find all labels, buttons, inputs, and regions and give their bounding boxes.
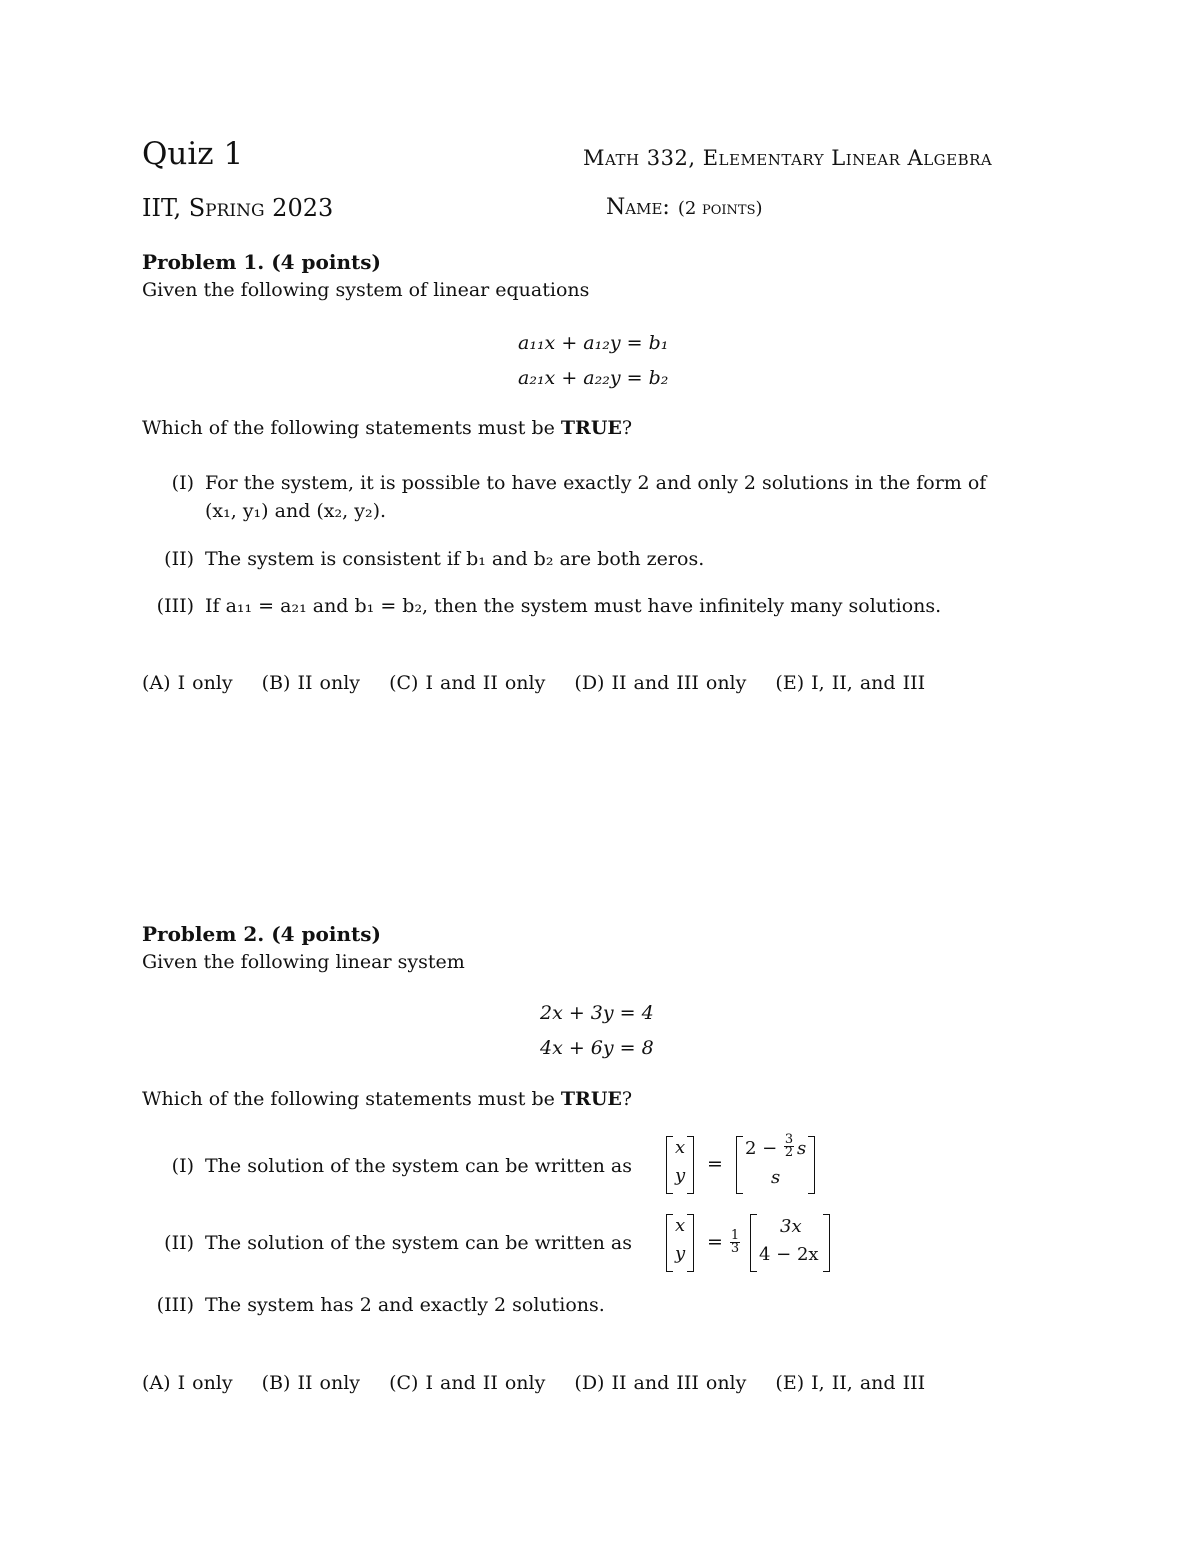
bracket-left bbox=[666, 1214, 673, 1272]
p2-statement-3-num: (III) bbox=[156, 1294, 194, 1316]
equals-sign: = bbox=[707, 1231, 723, 1253]
p2-statement-2: The solution of the system can be written as bbox=[205, 1232, 632, 1254]
p2-statement-2-num: (II) bbox=[164, 1232, 194, 1254]
problem2-heading: Problem 2. (4 points) bbox=[142, 922, 381, 946]
rhs-bottom: s bbox=[771, 1167, 781, 1188]
p1-choice-a[interactable]: (A) I only bbox=[142, 672, 233, 694]
frac-den: 2 bbox=[784, 1145, 794, 1160]
p2-choice-a[interactable]: (A) I only bbox=[142, 1372, 233, 1394]
vector-y: y bbox=[675, 1165, 686, 1186]
vector-x: x bbox=[675, 1137, 686, 1158]
p1-statement-1-num: (I) bbox=[171, 472, 194, 494]
rhs-top: 3x bbox=[780, 1216, 802, 1237]
problem2-question bbox=[142, 1088, 632, 1110]
p1-choice-e[interactable]: (E) I, II, and III bbox=[775, 672, 926, 694]
fraction bbox=[784, 1134, 794, 1159]
p1-choice-d[interactable]: (D) II and III only bbox=[574, 672, 747, 694]
question-emphasis: TRUE bbox=[560, 417, 622, 439]
problem1-intro: Given the following system of linear equations bbox=[142, 279, 590, 301]
course-title: Math 332, Elementary Linear Algebra bbox=[583, 146, 993, 170]
p2-choice-c[interactable]: (C) I and II only bbox=[389, 1372, 546, 1394]
p1-statement-1-line1: For the system, it is possible to have exactly 2 and only 2 solutions in the form of bbox=[205, 472, 987, 494]
bracket-right bbox=[687, 1214, 694, 1272]
semester: Spring 2023 bbox=[188, 194, 334, 222]
bracket-right bbox=[687, 1136, 694, 1194]
name-points: (2 points) bbox=[677, 198, 763, 219]
question-mark: ? bbox=[621, 417, 633, 439]
problem2-equation-2: 4x + 6y = 8 bbox=[540, 1037, 654, 1059]
vector-x: x bbox=[675, 1215, 686, 1236]
problem2-intro: Given the following linear system bbox=[142, 951, 465, 973]
problem1-equation-1: a₁₁x + a₁₂y = b₁ bbox=[518, 332, 669, 354]
p2-statement-1: The solution of the system can be written as bbox=[205, 1155, 632, 1177]
name-label: Name: bbox=[606, 195, 670, 220]
bracket-right bbox=[808, 1136, 815, 1194]
rhs-top bbox=[745, 1138, 806, 1159]
frac-num: 3 bbox=[784, 1132, 794, 1147]
p2-statement-3: The system has 2 and exactly 2 solutions. bbox=[205, 1294, 605, 1316]
p1-statement-3-num: (III) bbox=[156, 595, 194, 617]
p1-statement-2: The system is consistent if b₁ and b₂ are both zeros. bbox=[205, 548, 705, 570]
p1-statement-1-line2: (x₁, y₁) and (x₂, y₂). bbox=[205, 500, 387, 522]
bracket-right bbox=[823, 1214, 830, 1272]
problem2-choices bbox=[142, 1372, 947, 1394]
question-text: Which of the following statements must be bbox=[142, 1088, 561, 1110]
term bbox=[142, 194, 333, 222]
rhs-top-var: s bbox=[796, 1138, 807, 1159]
p2-choice-b[interactable]: (B) II only bbox=[261, 1372, 361, 1394]
p1-statement-2-num: (II) bbox=[164, 548, 194, 570]
problem1-question bbox=[142, 417, 632, 439]
question-emphasis: TRUE bbox=[560, 1088, 622, 1110]
problem1-heading: Problem 1. (4 points) bbox=[142, 250, 381, 274]
p1-choice-c[interactable]: (C) I and II only bbox=[389, 672, 546, 694]
bracket-left bbox=[750, 1214, 757, 1272]
problem2-equation-1: 2x + 3y = 4 bbox=[540, 1002, 654, 1024]
rhs-top-const: 2 − bbox=[745, 1138, 783, 1159]
school: IIT, bbox=[142, 194, 189, 222]
p2-choice-e[interactable]: (E) I, II, and III bbox=[775, 1372, 926, 1394]
question-mark: ? bbox=[621, 1088, 633, 1110]
p2-statement-1-num: (I) bbox=[171, 1155, 194, 1177]
p1-choice-b[interactable]: (B) II only bbox=[261, 672, 361, 694]
quiz-title: Quiz 1 bbox=[142, 136, 244, 172]
problem1-equation-2: a₂₁x + a₂₂y = b₂ bbox=[518, 367, 669, 389]
fraction bbox=[730, 1230, 740, 1255]
problem1-choices bbox=[142, 672, 947, 694]
frac-num: 1 bbox=[730, 1228, 740, 1243]
vector-y: y bbox=[675, 1243, 686, 1264]
name-field bbox=[606, 195, 763, 220]
bracket-left bbox=[736, 1136, 743, 1194]
bracket-left bbox=[666, 1136, 673, 1194]
p2-choice-d[interactable]: (D) II and III only bbox=[574, 1372, 747, 1394]
question-text: Which of the following statements must be bbox=[142, 417, 561, 439]
p1-statement-3: If a₁₁ = a₂₁ and b₁ = b₂, then the system must have infinitely many solutions. bbox=[205, 595, 942, 617]
rhs-bottom: 4 − 2x bbox=[759, 1244, 819, 1265]
frac-den: 3 bbox=[730, 1241, 740, 1256]
equals-sign: = bbox=[707, 1153, 723, 1175]
